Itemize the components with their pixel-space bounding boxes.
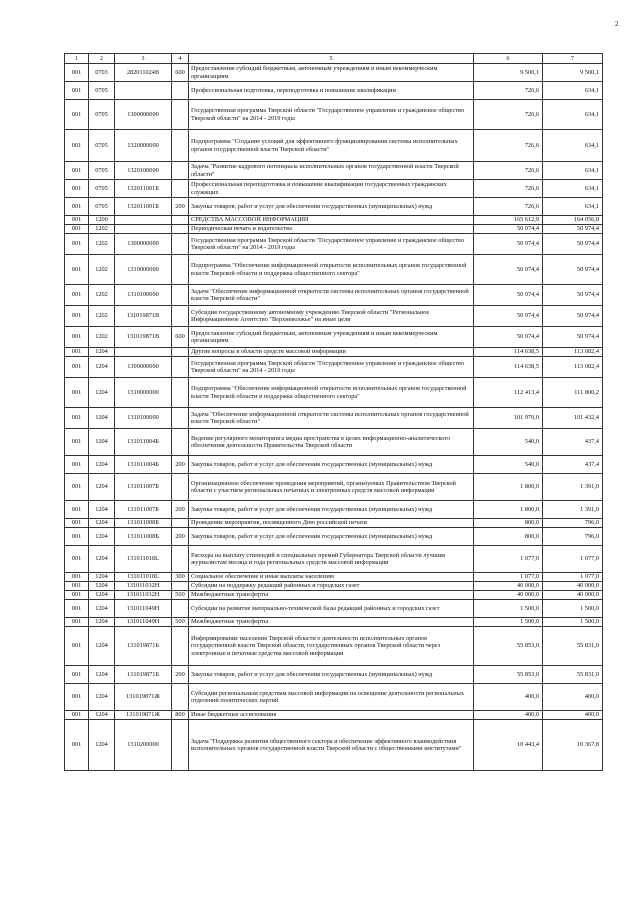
cell-amount-2018: 40 000,0 — [474, 591, 543, 600]
cell-expense-type: 300 — [172, 573, 189, 582]
cell-expense-type: 200 — [172, 501, 189, 519]
cell-section: 1204 — [89, 618, 115, 627]
cell-target-article: 1310000000 — [115, 255, 172, 285]
cell-section: 1204 — [89, 720, 115, 771]
cell-amount-2018: 50 974,4 — [474, 255, 543, 285]
col-header: 1 — [65, 54, 89, 64]
cell-admin: 001 — [65, 408, 89, 429]
cell-admin: 001 — [65, 546, 89, 573]
cell-amount-2018: 800,0 — [474, 519, 543, 528]
col-header: 5 — [189, 54, 474, 64]
table-row — [65, 255, 603, 285]
cell-admin: 001 — [65, 429, 89, 456]
cell-target-article: 131011032Н — [115, 591, 172, 600]
cell-section: 1204 — [89, 684, 115, 711]
cell-admin: 001 — [65, 198, 89, 216]
cell-section: 1204 — [89, 582, 115, 591]
col-header: 3 — [115, 54, 172, 64]
cell-amount-2018: 726,6 — [474, 198, 543, 216]
cell-amount-2019: 634,1 — [543, 198, 603, 216]
table-row — [65, 348, 603, 357]
table-row — [65, 474, 603, 501]
cell-amount-2018: 1 077,0 — [474, 573, 543, 582]
cell-description: Задача "Обеспечение информационной открытости системы исполнительных органов государственной власти Тверской области" — [189, 285, 474, 306]
cell-admin: 001 — [65, 501, 89, 519]
cell-amount-2018: 726,6 — [474, 180, 543, 198]
cell-amount-2019: 437,4 — [543, 456, 603, 474]
page-number: 2 — [615, 20, 619, 28]
cell-section: 1202 — [89, 225, 115, 234]
cell-amount-2019: 50 974,4 — [543, 306, 603, 327]
cell-amount-2018: 1 800,0 — [474, 474, 543, 501]
cell-admin: 001 — [65, 225, 89, 234]
cell-amount-2019: 113 082,4 — [543, 348, 603, 357]
cell-amount-2018: 50 974,4 — [474, 306, 543, 327]
table-row — [65, 501, 603, 519]
cell-target-article: 131011018L — [115, 546, 172, 573]
cell-admin: 001 — [65, 100, 89, 130]
cell-admin: 001 — [65, 216, 89, 225]
cell-target-article: 1300000000 — [115, 357, 172, 378]
budget-table — [64, 53, 603, 771]
cell-expense-type — [172, 225, 189, 234]
cell-amount-2019: 1 500,0 — [543, 600, 603, 618]
table-row — [65, 519, 603, 528]
cell-section: 1202 — [89, 327, 115, 348]
cell-amount-2019: 113 082,4 — [543, 357, 603, 378]
table-row — [65, 582, 603, 591]
cell-description: Задача "Развитие кадрового потенциала исполнительных органов государственной власти Тверской области" — [189, 162, 474, 180]
cell-expense-type — [172, 684, 189, 711]
cell-amount-2019: 50 974,4 — [543, 225, 603, 234]
cell-expense-type — [172, 180, 189, 198]
cell-amount-2018: 101 970,0 — [474, 408, 543, 429]
cell-amount-2019: 634,1 — [543, 100, 603, 130]
cell-section: 1204 — [89, 378, 115, 408]
cell-target-article: 1300000000 — [115, 100, 172, 130]
cell-section: 1204 — [89, 600, 115, 618]
cell-expense-type — [172, 216, 189, 225]
cell-amount-2019: 50 974,4 — [543, 255, 603, 285]
cell-section: 1204 — [89, 666, 115, 684]
cell-admin: 001 — [65, 720, 89, 771]
cell-amount-2018: 400,0 — [474, 684, 543, 711]
table-row — [65, 684, 603, 711]
cell-amount-2019: 634,1 — [543, 130, 603, 162]
cell-amount-2018: 726,6 — [474, 82, 543, 100]
cell-expense-type — [172, 600, 189, 618]
cell-admin: 001 — [65, 711, 89, 720]
cell-admin: 001 — [65, 666, 89, 684]
cell-expense-type — [172, 519, 189, 528]
cell-section: 1202 — [89, 285, 115, 306]
cell-section: 1204 — [89, 528, 115, 546]
cell-amount-2018: 165 612,9 — [474, 216, 543, 225]
cell-section: 1202 — [89, 255, 115, 285]
table-row — [65, 225, 603, 234]
cell-admin: 001 — [65, 327, 89, 348]
cell-target-article: 1300000000 — [115, 234, 172, 255]
cell-target-article: 131019871В — [115, 327, 172, 348]
cell-admin: 001 — [65, 130, 89, 162]
cell-admin: 001 — [65, 528, 89, 546]
cell-description: Другие вопросы в области средств массовой информации — [189, 348, 474, 357]
cell-expense-type: 500 — [172, 618, 189, 627]
table-row — [65, 180, 603, 198]
cell-section: 0703 — [89, 64, 115, 82]
cell-description: СРЕДСТВА МАССОВОЙ ИНФОРМАЦИИ — [189, 216, 474, 225]
cell-expense-type: 600 — [172, 327, 189, 348]
table-row — [65, 327, 603, 348]
table-row — [65, 408, 603, 429]
cell-target-article: 131011008Б — [115, 519, 172, 528]
cell-target-article: 131011018L — [115, 573, 172, 582]
cell-description: Задача "Поддержка развития общественного сектора и обеспечение эффективного взаимодействия исполнительных органов государственной власти Тверской области с общественными институтами" — [189, 720, 474, 771]
cell-description: Ведение регулярного мониторинга медиа пространства в целях информационно-аналитического обеспечения деятельности Правительства Тверской области — [189, 429, 474, 456]
cell-description: Межбюджетные трансферты — [189, 618, 474, 627]
cell-description: Межбюджетные трансферты — [189, 591, 474, 600]
cell-amount-2019: 40 000,0 — [543, 582, 603, 591]
cell-amount-2019: 634,1 — [543, 82, 603, 100]
cell-expense-type — [172, 255, 189, 285]
cell-description: Государственная программа Тверской области "Государственное управление и гражданское общество Тверской области" на 2014 - 2019 годы — [189, 357, 474, 378]
cell-section: 1204 — [89, 348, 115, 357]
cell-expense-type: 200 — [172, 456, 189, 474]
cell-target-article: 131011007Б — [115, 501, 172, 519]
col-header: 7 — [543, 54, 603, 64]
cell-expense-type: 200 — [172, 666, 189, 684]
cell-expense-type — [172, 100, 189, 130]
cell-target-article: 131019871Б — [115, 666, 172, 684]
cell-expense-type: 800 — [172, 711, 189, 720]
cell-target-article: 1310000000 — [115, 378, 172, 408]
cell-amount-2019: 164 056,8 — [543, 216, 603, 225]
cell-admin: 001 — [65, 64, 89, 82]
cell-amount-2018: 726,6 — [474, 162, 543, 180]
cell-expense-type — [172, 285, 189, 306]
cell-admin: 001 — [65, 582, 89, 591]
cell-description: Задача "Обеспечение информационной открытости системы исполнительных органов государственной власти Тверской области" — [189, 408, 474, 429]
cell-target-article — [115, 82, 172, 100]
cell-admin: 001 — [65, 234, 89, 255]
cell-description: Закупка товаров, работ и услуг для обеспечения государственных (муниципальных) нужд — [189, 456, 474, 474]
cell-target-article: 282011024В — [115, 64, 172, 82]
cell-target-article: 131011004Б — [115, 456, 172, 474]
cell-description: Закупка товаров, работ и услуг для обеспечения государственных (муниципальных) нужд — [189, 198, 474, 216]
header-row — [65, 54, 603, 64]
cell-expense-type: 200 — [172, 198, 189, 216]
cell-section: 0705 — [89, 100, 115, 130]
cell-admin: 001 — [65, 591, 89, 600]
cell-target-article: 131019871Ж — [115, 684, 172, 711]
table-row — [65, 378, 603, 408]
cell-section: 0705 — [89, 82, 115, 100]
cell-section: 0705 — [89, 198, 115, 216]
cell-amount-2018: 114 638,5 — [474, 357, 543, 378]
cell-target-article — [115, 216, 172, 225]
cell-amount-2018: 726,6 — [474, 130, 543, 162]
cell-section: 1204 — [89, 501, 115, 519]
cell-expense-type — [172, 378, 189, 408]
cell-amount-2018: 55 853,0 — [474, 666, 543, 684]
cell-section: 1204 — [89, 429, 115, 456]
cell-expense-type: 200 — [172, 528, 189, 546]
cell-target-article: 131019871Б — [115, 627, 172, 666]
table-row — [65, 591, 603, 600]
cell-expense-type: 600 — [172, 64, 189, 82]
cell-target-article: 1320000000 — [115, 130, 172, 162]
cell-section: 1202 — [89, 234, 115, 255]
cell-target-article: 1310100000 — [115, 285, 172, 306]
cell-amount-2019: 9 500,1 — [543, 64, 603, 82]
cell-section: 1204 — [89, 591, 115, 600]
cell-admin: 001 — [65, 573, 89, 582]
cell-amount-2019: 1 077,0 — [543, 573, 603, 582]
cell-amount-2019: 55 831,0 — [543, 627, 603, 666]
cell-amount-2018: 1 800,0 — [474, 501, 543, 519]
cell-section: 1204 — [89, 546, 115, 573]
cell-target-article: 1310200000 — [115, 720, 172, 771]
cell-description: Иные бюджетные ассигнования — [189, 711, 474, 720]
cell-amount-2019: 634,1 — [543, 180, 603, 198]
cell-section: 1204 — [89, 627, 115, 666]
cell-target-article: 131011032Н — [115, 582, 172, 591]
cell-amount-2018: 50 974,4 — [474, 327, 543, 348]
cell-amount-2019: 111 800,2 — [543, 378, 603, 408]
cell-description: Профессиональная подготовка, переподготовка и повышение квалификации — [189, 82, 474, 100]
cell-expense-type — [172, 348, 189, 357]
cell-amount-2018: 50 974,4 — [474, 234, 543, 255]
cell-admin: 001 — [65, 255, 89, 285]
cell-amount-2019: 50 974,4 — [543, 327, 603, 348]
cell-amount-2019: 796,0 — [543, 519, 603, 528]
cell-expense-type — [172, 408, 189, 429]
cell-target-article: 131019871Ж — [115, 711, 172, 720]
cell-amount-2018: 1 077,0 — [474, 546, 543, 573]
cell-admin: 001 — [65, 618, 89, 627]
cell-expense-type — [172, 306, 189, 327]
cell-amount-2019: 1 391,0 — [543, 501, 603, 519]
cell-amount-2018: 55 853,0 — [474, 627, 543, 666]
cell-description: Подпрограмма "Обеспечение информационной открытости исполнительных органов государственной власти Тверской области и поддержка общественного сектора" — [189, 378, 474, 408]
cell-target-article: 131011008Б — [115, 528, 172, 546]
cell-description: Социальное обеспечение и иные выплаты населению — [189, 573, 474, 582]
cell-amount-2018: 1 500,0 — [474, 600, 543, 618]
cell-amount-2019: 437,4 — [543, 429, 603, 456]
table-row — [65, 627, 603, 666]
cell-description: Профессиональная переподготовка и повышение квалификации государственных гражданских служащих — [189, 180, 474, 198]
cell-expense-type — [172, 357, 189, 378]
cell-amount-2018: 50 974,4 — [474, 285, 543, 306]
cell-description: Подпрограмма "Обеспечение информационной открытости исполнительных органов государственной власти Тверской области и поддержка общественного сектора" — [189, 255, 474, 285]
cell-amount-2019: 400,0 — [543, 711, 603, 720]
cell-amount-2018: 40 000,0 — [474, 582, 543, 591]
cell-target-article: 131019871В — [115, 306, 172, 327]
cell-amount-2019: 796,0 — [543, 528, 603, 546]
table-row — [65, 130, 603, 162]
cell-amount-2019: 1 500,0 — [543, 618, 603, 627]
cell-section: 0705 — [89, 162, 115, 180]
cell-admin: 001 — [65, 306, 89, 327]
cell-admin: 001 — [65, 474, 89, 501]
table-row — [65, 720, 603, 771]
cell-section: 1202 — [89, 306, 115, 327]
table-row — [65, 456, 603, 474]
cell-description: Субсидии на поддержку редакций районных и городских газет — [189, 582, 474, 591]
cell-amount-2018: 10 443,4 — [474, 720, 543, 771]
cell-amount-2019: 40 000,0 — [543, 591, 603, 600]
cell-admin: 001 — [65, 285, 89, 306]
cell-section: 1200 — [89, 216, 115, 225]
cell-expense-type — [172, 546, 189, 573]
cell-amount-2019: 10 367,8 — [543, 720, 603, 771]
cell-section: 1204 — [89, 456, 115, 474]
cell-admin: 001 — [65, 162, 89, 180]
cell-target-article: 1320100000 — [115, 162, 172, 180]
cell-target-article: 131011004Б — [115, 429, 172, 456]
table-row — [65, 528, 603, 546]
cell-amount-2018: 50 974,4 — [474, 225, 543, 234]
cell-target-article: 1310100000 — [115, 408, 172, 429]
table-row — [65, 64, 603, 82]
cell-admin: 001 — [65, 357, 89, 378]
cell-section: 1204 — [89, 519, 115, 528]
cell-description: Подпрограмма "Создание условий для эффективного функционирования системы исполнительных органов государственной власти Тверской области" — [189, 130, 474, 162]
table-row — [65, 162, 603, 180]
cell-description: Субсидии на развитие материально-технической базы редакций районных и городских газет — [189, 600, 474, 618]
cell-amount-2018: 112 413,4 — [474, 378, 543, 408]
cell-amount-2019: 55 831,0 — [543, 666, 603, 684]
cell-amount-2018: 400,0 — [474, 711, 543, 720]
cell-amount-2018: 114 638,5 — [474, 348, 543, 357]
cell-section: 0705 — [89, 130, 115, 162]
col-header: 2 — [89, 54, 115, 64]
cell-admin: 001 — [65, 378, 89, 408]
cell-description: Организационное обеспечение проведения мероприятий, организуемых Правительством Тверской области с участием региональных печатных и электронных средств массовой информации — [189, 474, 474, 501]
cell-amount-2018: 726,6 — [474, 100, 543, 130]
cell-amount-2018: 1 500,0 — [474, 618, 543, 627]
cell-description: Субсидии региональным средствам массовой информации на освещение деятельности региональных отделений политических партий — [189, 684, 474, 711]
cell-description: Закупка товаров, работ и услуг для обеспечения государственных (муниципальных) нужд — [189, 666, 474, 684]
cell-admin: 001 — [65, 348, 89, 357]
cell-expense-type — [172, 429, 189, 456]
cell-section: 1204 — [89, 357, 115, 378]
cell-target-article — [115, 225, 172, 234]
table-row — [65, 546, 603, 573]
cell-expense-type — [172, 582, 189, 591]
table-row — [65, 666, 603, 684]
cell-amount-2018: 9 500,1 — [474, 64, 543, 82]
table-row — [65, 234, 603, 255]
table-row — [65, 711, 603, 720]
cell-description: Субсидия государственному автономному учреждению Тверской области "Региональное Информационное Агентство "Верхневолжье" на иные цели — [189, 306, 474, 327]
cell-section: 1204 — [89, 408, 115, 429]
cell-amount-2019: 1 391,0 — [543, 474, 603, 501]
cell-target-article — [115, 348, 172, 357]
cell-admin: 001 — [65, 600, 89, 618]
cell-description: Закупка товаров, работ и услуг для обеспечения государственных (муниципальных) нужд — [189, 501, 474, 519]
cell-target-article: 131011049Н — [115, 618, 172, 627]
cell-amount-2018: 800,0 — [474, 528, 543, 546]
col-header: 6 — [474, 54, 543, 64]
cell-amount-2018: 540,0 — [474, 429, 543, 456]
cell-expense-type — [172, 234, 189, 255]
table-row — [65, 573, 603, 582]
cell-expense-type — [172, 627, 189, 666]
table-row — [65, 429, 603, 456]
table-row — [65, 216, 603, 225]
cell-target-article: 132011001Б — [115, 198, 172, 216]
cell-description: Закупка товаров, работ и услуг для обеспечения государственных (муниципальных) нужд — [189, 528, 474, 546]
table-body — [65, 64, 603, 771]
cell-target-article: 131011049Н — [115, 600, 172, 618]
cell-amount-2019: 50 974,4 — [543, 285, 603, 306]
cell-description: Информирование населения Тверской области о деятельности исполнительных органов государственной власти Тверской области, государственных органов Тверской области через электронные и печатные средства массовой информации — [189, 627, 474, 666]
cell-description: Государственная программа Тверской области "Государственное управление и гражданское общество Тверской области" на 2014 - 2019 годы — [189, 234, 474, 255]
cell-expense-type — [172, 474, 189, 501]
cell-description: Проведение мероприятия, посвященного Дню российской печати — [189, 519, 474, 528]
table-row — [65, 618, 603, 627]
table-row — [65, 82, 603, 100]
cell-amount-2019: 400,0 — [543, 684, 603, 711]
table-row — [65, 306, 603, 327]
table-row — [65, 198, 603, 216]
cell-description: Предоставление субсидий бюджетным, автономным учреждениям и иным некоммерческим организациям — [189, 327, 474, 348]
col-header: 4 — [172, 54, 189, 64]
cell-section: 1204 — [89, 711, 115, 720]
cell-expense-type — [172, 162, 189, 180]
table-row — [65, 600, 603, 618]
cell-admin: 001 — [65, 519, 89, 528]
cell-description: Периодическая печать и издательства — [189, 225, 474, 234]
cell-amount-2019: 50 974,4 — [543, 234, 603, 255]
cell-section: 1204 — [89, 474, 115, 501]
table-row — [65, 285, 603, 306]
table-row — [65, 357, 603, 378]
cell-admin: 001 — [65, 456, 89, 474]
cell-description: Расходы на выплату стипендий и специальных премий Губернатора Тверской области лучшим журналистам месяца и года региональных средств массовой информации — [189, 546, 474, 573]
cell-amount-2019: 1 077,0 — [543, 546, 603, 573]
cell-expense-type — [172, 130, 189, 162]
cell-target-article: 132011001Б — [115, 180, 172, 198]
cell-description: Предоставление субсидий бюджетным, автономным учреждениям и иным некоммерческим организациям — [189, 64, 474, 82]
cell-amount-2019: 101 432,4 — [543, 408, 603, 429]
cell-admin: 001 — [65, 684, 89, 711]
cell-target-article: 131011007Б — [115, 474, 172, 501]
cell-section: 0705 — [89, 180, 115, 198]
cell-expense-type — [172, 720, 189, 771]
cell-expense-type: 500 — [172, 591, 189, 600]
cell-section: 1204 — [89, 573, 115, 582]
cell-description: Государственная программа Тверской области "Государственное управление и гражданское общество Тверской области" на 2014 - 2019 годы — [189, 100, 474, 130]
cell-admin: 001 — [65, 82, 89, 100]
table-row — [65, 100, 603, 130]
cell-amount-2019: 634,1 — [543, 162, 603, 180]
cell-amount-2018: 540,0 — [474, 456, 543, 474]
cell-expense-type — [172, 82, 189, 100]
cell-admin: 001 — [65, 180, 89, 198]
cell-admin: 001 — [65, 627, 89, 666]
